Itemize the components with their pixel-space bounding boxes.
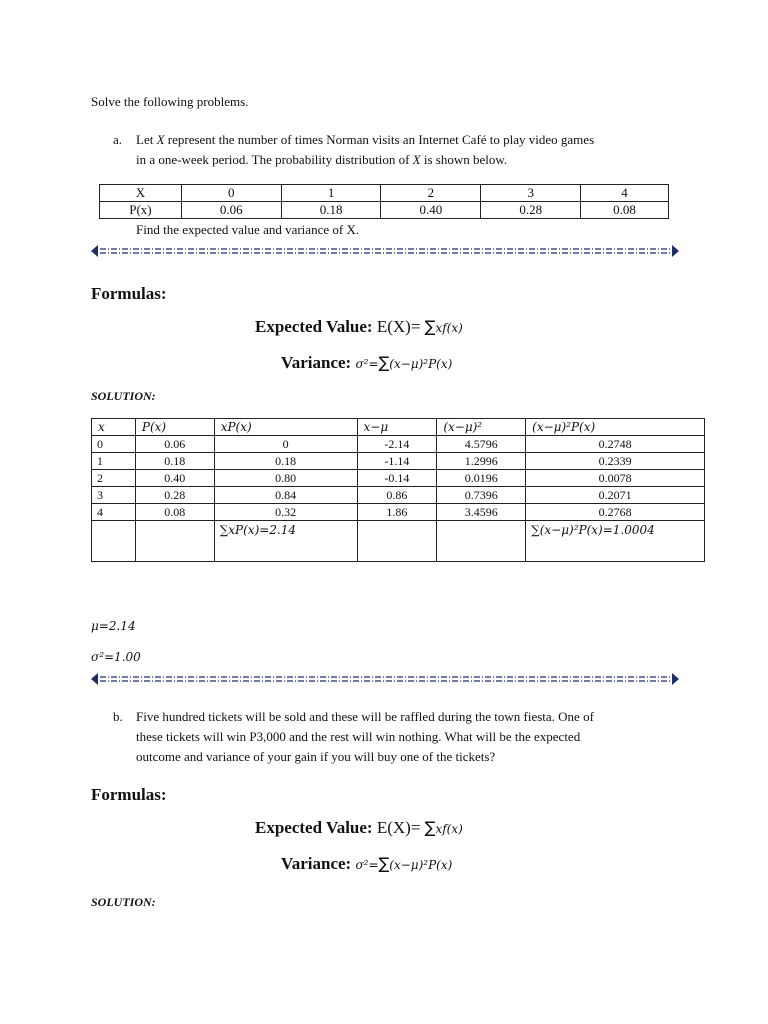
table-cell: 1: [281, 185, 381, 202]
table-row: 4 0.08 0.32 1.86 3.4596 0.2768: [92, 504, 705, 521]
table-cell: 2: [381, 185, 481, 202]
section-divider: [91, 245, 679, 257]
problem-b-line3: outcome and variance of your gain if you will buy one of the tickets?: [136, 749, 496, 764]
table-cell: 0.28: [481, 202, 581, 219]
column-header: (x−μ)²P(x): [526, 419, 705, 436]
table-cell: 3: [481, 185, 581, 202]
problem-b-line2: these tickets will win P3,000 and the rest will win nothing. What will be the expected: [136, 729, 581, 744]
table-cell: 0.18: [281, 202, 381, 219]
problem-b-letter: b.: [113, 709, 123, 724]
expected-value-formula-b: Expected Value: E(X)= ∑xf(x): [255, 818, 463, 837]
problem-a-letter: a.: [113, 132, 123, 147]
table-row: 1 0.18 0.18 -1.14 1.2996 0.2339: [92, 453, 705, 470]
solution-label-b: SOLUTION:: [91, 895, 156, 909]
table-row: 0 0.06 0 -2.14 4.5796 0.2748: [92, 436, 705, 453]
table-cell: 4: [581, 185, 669, 202]
column-header: (x−μ)²: [437, 419, 526, 436]
table-header-row: [92, 419, 705, 436]
table-row: 2 0.40 0.80 -0.14 0.0196 0.0078: [92, 470, 705, 487]
column-header: xP(x): [214, 419, 357, 436]
formulas-heading-b: Formulas:: [91, 785, 167, 804]
problem-b: [113, 707, 594, 767]
problem-a: [113, 130, 594, 170]
find-instruction: Find the expected value and variance of X.: [136, 222, 360, 237]
table-cell: X: [100, 185, 182, 202]
solution-label: SOLUTION:: [91, 389, 156, 403]
problem-b-line1: Five hundred tickets will be sold and these will be raffled during the town fiesta. One of: [136, 709, 594, 724]
table-row: [100, 185, 669, 202]
sum-xp: ∑xP(x)=2.14: [214, 521, 357, 562]
table-cell: 0.06: [181, 202, 281, 219]
probability-table: [99, 184, 669, 219]
sum-variance: ∑(x−μ)²P(x)=1.0004: [526, 521, 705, 562]
table-cell: 0.08: [581, 202, 669, 219]
formulas-heading: Formulas:: [91, 284, 167, 303]
column-header: x−μ: [357, 419, 437, 436]
solution-table: [91, 418, 705, 562]
table-cell: 0: [181, 185, 281, 202]
column-header: P(x): [135, 419, 214, 436]
problem-a-line1: Let X represent the number of times Norman visits an Internet Café to play video games: [136, 132, 595, 147]
table-sum-row: [92, 521, 705, 562]
expected-value-formula: Expected Value: E(X)= ∑xf(x): [255, 317, 463, 336]
problem-a-line2: in a one-week period. The probability distribution of X is shown below.: [136, 152, 508, 167]
mu-result: μ=2.14: [91, 619, 136, 633]
table-cell: 0.40: [381, 202, 481, 219]
table-row: 3 0.28 0.84 0.86 0.7396 0.2071: [92, 487, 705, 504]
variance-formula: Variance: σ²=∑(x−μ)²P(x): [281, 353, 453, 372]
variance-formula-b: Variance: σ²=∑(x−μ)²P(x): [281, 854, 453, 873]
column-header: x: [92, 419, 136, 436]
section-divider: [91, 673, 679, 685]
table-row: [100, 202, 669, 219]
table-cell: P(x): [100, 202, 182, 219]
intro-text: Solve the following problems.: [91, 94, 249, 109]
sigma-result: σ²=1.00: [91, 650, 141, 664]
